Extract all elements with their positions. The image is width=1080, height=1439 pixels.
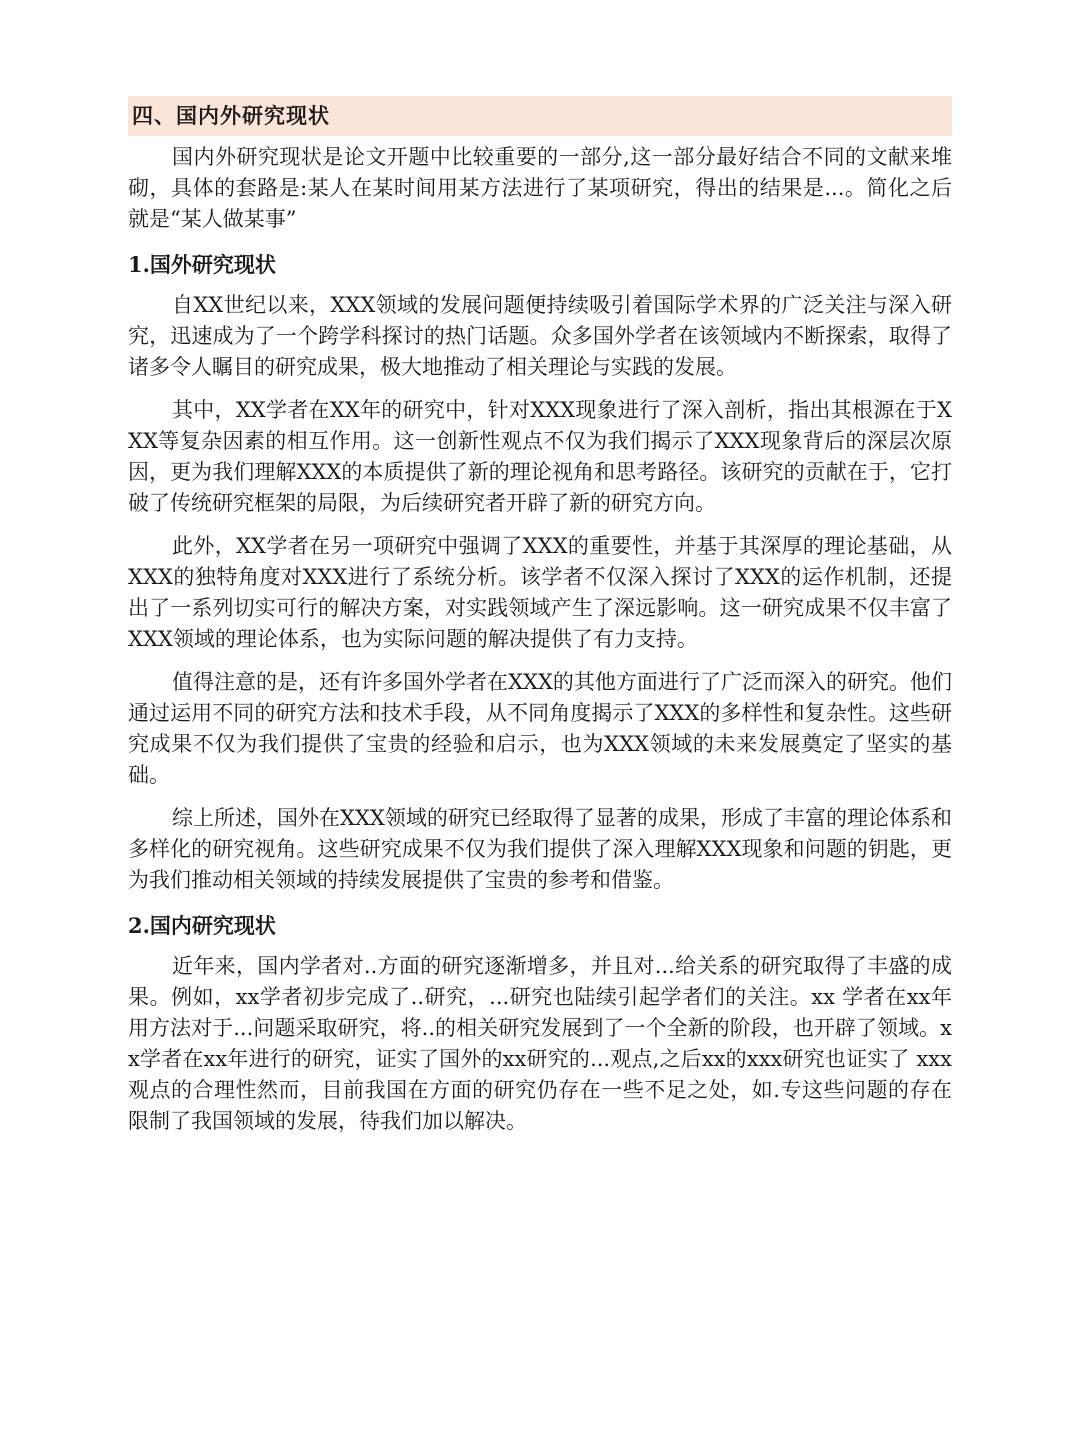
foreign-paragraph: 自XX世纪以来，XXX领域的发展问题便持续吸引着国际学术界的广泛关注与深入研究，迅速成为了一个跨学科探讨的热门话题。众多国外学者在该领域内不断探索，取得了诸多令人瞩目的研究成果，极大地推动了相关理论与实践的发展。 <box>128 293 952 379</box>
foreign-paragraph: 其中，XX学者在XX年的研究中，针对XXX现象进行了深入剖析，指出其根源在于XXX等复杂因素的相互作用。这一创新性观点不仅为我们揭示了XXX现象背后的深层次原因，更为我们理解XXX的本质提供了新的理论视角和思考路径。该研究的贡献在于，它打破了传统研究框架的局限，为后续研究者开辟了新的研究方向。 <box>128 398 952 515</box>
foreign-paragraph: 综上所述，国外在XXX领域的研究已经取得了显著的成果，形成了丰富的理论体系和多样化的研究视角。这些研究成果不仅为我们提供了深入理解XXX现象和问题的钥匙，更为我们推动相关领域的持续发展提供了宝贵的参考和借鉴。 <box>128 806 952 892</box>
foreign-paragraph: 值得注意的是，还有许多国外学者在XXX的其他方面进行了广泛而深入的研究。他们通过运用不同的研究方法和技术手段，从不同角度揭示了XXX的多样性和复杂性。这些研究成果不仅为我们提供了宝贵的经验和启示，也为XXX领域的未来发展奠定了坚实的基础。 <box>128 670 952 787</box>
section-title: 四、国内外研究现状 <box>128 96 952 136</box>
foreign-research-heading: 1.国外研究现状 <box>128 252 276 277</box>
foreign-paragraph: 此外，XX学者在另一项研究中强调了XXX的重要性，并基于其深厚的理论基础，从XXX的独特角度对XXX进行了系统分析。该学者不仅深入探讨了XXX的运作机制，还提出了一系列切实可行的解决方案，对实践领域产生了深远影响。这一研究成果不仅丰富了XXX领域的理论体系，也为实际问题的解决提供了有力支持。 <box>128 534 952 651</box>
section-intro: 国内外研究现状是论文开题中比较重要的一部分,这一部分最好结合不同的文献来堆砌，具体的套路是:某人在某时间用某方法进行了某项研究，得出的结果是...。简化之后就是“某人做某事” <box>128 145 952 231</box>
domestic-research-heading: 2.国内研究现状 <box>128 913 276 938</box>
document-content <box>128 96 952 1137</box>
domestic-paragraph: 近年来，国内学者对..方面的研究逐渐增多，并且对...给关系的研究取得了丰盛的成果。例如，xx学者初步完成了..研究，...研究也陆续引起学者们的关注。xx 学者在xx年用方法对于...问题采取研究，将..的相关研究发展到了一个全新的阶段，也开辟了领域。xx学者在xx年进行的研究，证实了国外的xx研究的...观点,之后xx的xxx研究也证实了 xxx 观点的合理性然而，目前我国在方面的研究仍存在一些不足之处，如.专这些问题的存在限制了我国领域的发展，待我们加以解决。 <box>128 954 952 1133</box>
